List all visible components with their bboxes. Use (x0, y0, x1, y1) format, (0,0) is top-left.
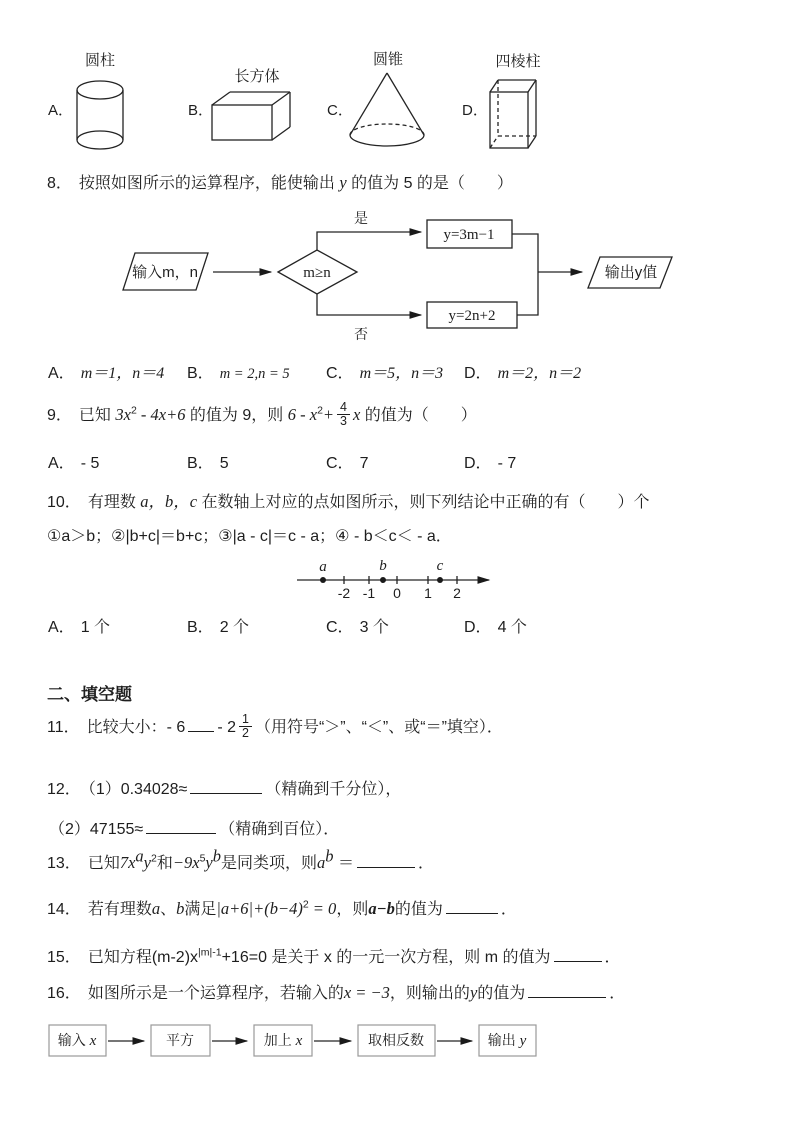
flow-merge-line (512, 234, 538, 315)
point-c-label: c (436, 558, 444, 574)
q9-option-d: D． - 7 (464, 455, 517, 472)
tick-label: -2 (337, 585, 351, 601)
cone-icon (350, 73, 424, 146)
question-12-line2: （2）47155≈ （精确到百位）． (49, 816, 339, 839)
question-11-number: 11． (47, 719, 80, 736)
q9-option-c: C． 7 (326, 455, 369, 472)
flow-condition-label: m≥n (303, 265, 331, 281)
point-a-dot (320, 577, 326, 583)
answer-blank (446, 898, 498, 914)
answer-blank (357, 852, 415, 868)
cylinder-label: 圆柱 (84, 52, 116, 69)
question-10-text: 10． 有理数 a，b，c 在数轴上对应的点如图所示，则下列结论中正确的有（ ）个 (47, 492, 650, 511)
tick-label: 2 (453, 585, 461, 601)
q10-option-c: C． 3 个 (326, 619, 389, 636)
q8-option-c: C． m＝5，n＝3 (326, 365, 444, 382)
shape-options-figure (40, 48, 560, 163)
q10-option-a: A． 1 个 (48, 619, 111, 636)
question-16-number: 16． (47, 985, 81, 1002)
question-15-number: 15． (47, 949, 81, 966)
cuboid-icon (212, 92, 290, 140)
question-8-options (47, 360, 747, 382)
q8-option-b: B． m = 2,n = 5 (187, 365, 290, 382)
answer-blank (188, 716, 214, 732)
flow-yes-formula: y=3m−1 (443, 227, 495, 243)
flow2-output-label: 输出 y (487, 1032, 527, 1049)
question-16-flowchart (45, 1020, 545, 1062)
option-letter-c: C． (327, 102, 353, 119)
flow2-input-label: 输入 x (57, 1032, 97, 1049)
fraction-4-3: $\frac{4}{3}$ (337, 401, 350, 428)
question-9-options (47, 450, 747, 472)
q8-option-a: A． m＝1，n＝4 (48, 365, 165, 382)
tick-label: 0 (393, 585, 401, 601)
flow2-add-x-label: 加上 x (263, 1032, 303, 1049)
point-b-dot (380, 577, 386, 583)
cuboid-label: 长方体 (234, 68, 280, 85)
answer-blank (528, 982, 606, 998)
flow-yes-line (317, 232, 421, 250)
flow2-square-label: 平方 (166, 1032, 194, 1048)
question-10-statements: ①a＞b；②|b+c|＝b+c；③|a - c|＝c - a；④ - b＜c＜ - a． (47, 528, 452, 545)
q10-option-b: B． 2 个 (187, 619, 250, 636)
q9-option-a: A． - 5 (48, 455, 100, 472)
number-line-figure (285, 556, 535, 606)
prism-label: 四棱柱 (495, 53, 541, 70)
prism-icon (490, 80, 536, 148)
flow-output-label: 输出y值 (604, 264, 658, 281)
answer-blank (190, 778, 262, 794)
section-2-title: 二、填空题 (47, 685, 132, 704)
option-letter-a: A． (48, 102, 74, 119)
question-14-number: 14． (47, 901, 81, 918)
question-11-text: 11． 比较大小：- 6 - 2 $\frac{1}{2}$ （用符号“＞”、“＜”、或“＝”填空）． (47, 712, 503, 741)
point-a-label: a (319, 559, 327, 575)
question-10-options (47, 614, 747, 636)
fraction-1-2: $\frac{1}{2}$ (239, 713, 252, 740)
point-c-dot (437, 577, 443, 583)
tick-label: -1 (362, 585, 376, 601)
question-9-text: 9． 已知 $3x^2 - 4x+6$ 的值为 9，则 $6 - x^2+$ $\frac{4}{3}$ x 的值为（ ） (47, 400, 477, 429)
flow2-opposite-label: 取相反数 (368, 1032, 424, 1048)
point-b-label: b (379, 558, 387, 574)
question-12-number: 12． (47, 781, 81, 798)
flow-yes-label: 是 (354, 210, 368, 226)
option-letter-d: D． (462, 102, 488, 119)
question-8-number: 8． (47, 175, 72, 192)
answer-blank (554, 946, 602, 962)
question-9-number: 9． (47, 407, 72, 424)
question-13-number: 13． (47, 855, 81, 872)
q10-option-d: D． 4 个 (464, 619, 527, 636)
answer-blank (146, 818, 216, 834)
question-14-text: 14． 若有理数a、b满足$|a+6|+(b-4)^2 = 0$，则a−b的值为 ． (47, 898, 517, 918)
question-8-flowchart (95, 205, 695, 347)
cone-label: 圆锥 (372, 51, 404, 68)
cylinder-icon (77, 81, 123, 149)
flow-no-label: 否 (354, 326, 368, 342)
question-8-text: 8． 按照如图所示的运算程序，能使输出 y 的值为 5 的是（ ） (47, 173, 513, 192)
tick-label: 1 (424, 585, 432, 601)
question-10-number: 10． (47, 494, 81, 511)
option-letter-b: B． (188, 102, 214, 119)
flow-no-line (317, 294, 421, 315)
question-16-text: 16． 如图所示是一个运算程序，若输入的x = −3，则输出的y的值为 ． (47, 983, 626, 1002)
question-15-text: 15． 已知方程$(m-2)x^{|m|-1}+16=0$ 是关于 x 的一元一次方程，则 m 的值为 ． (47, 946, 621, 966)
question-12-line1: 12． （1）0.34028≈ （精确到千分位）， (47, 776, 401, 799)
q9-option-b: B． 5 (187, 455, 229, 472)
flow-no-formula: y=2n+2 (448, 308, 496, 324)
question-13-text: 13． 已知$7x^ay^2$和$-9x^5y^b$是同类项，则$a^b$ ＝ ． (47, 846, 434, 872)
flow-input-label: 输入m，n (132, 264, 198, 281)
q8-option-d: D． m＝2，n＝2 (464, 365, 582, 382)
